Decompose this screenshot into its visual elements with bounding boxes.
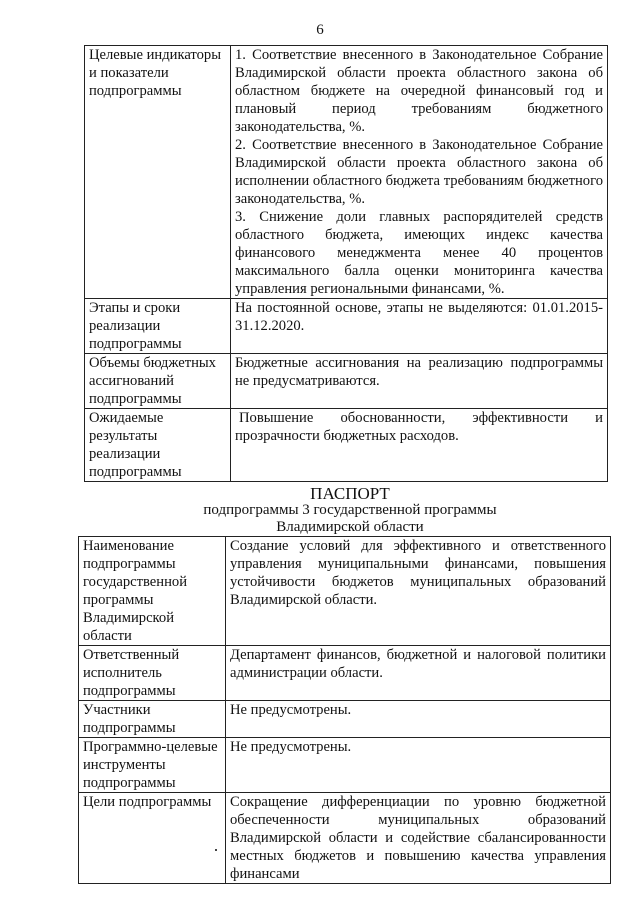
row-label-stages-and-terms: Этапы и сроки реализации подпрограммы xyxy=(85,299,231,354)
value-paragraph: Департамент финансов, бюджетной и налоговой политики администрации области. xyxy=(230,647,606,681)
row-label-responsible-executor: Ответственный исполнитель подпрограммы xyxy=(79,646,226,701)
table-row xyxy=(85,46,608,299)
row-label-participants: Участники подпрограммы xyxy=(79,701,226,738)
value-paragraph: На постоянной основе, этапы не выделяются: 01.01.2015-31.12.2020. xyxy=(235,300,603,334)
table-row xyxy=(85,354,608,409)
row-value-expected-results xyxy=(231,409,608,482)
subprogram-3-passport-table xyxy=(78,536,611,884)
value-paragraph: Бюджетные ассигнования на реализацию подпрограммы не предусматриваются. xyxy=(235,355,603,389)
row-label-subprogram-name: Наименование подпрограммы государственной программы Владимирской области xyxy=(79,537,226,646)
page-number: 6 xyxy=(316,22,324,38)
row-value-responsible-executor xyxy=(226,646,611,701)
row-value-subprogram-goals xyxy=(226,793,611,884)
row-value-budget-allocations xyxy=(231,354,608,409)
value-paragraph: Сокращение дифференциации по уровню бюджетной обеспеченности муниципальных образований Владимирской области и содействие сбалансированности местных бюджетов и повышению качества управления финансами xyxy=(230,794,606,882)
table-row xyxy=(85,299,608,354)
value-paragraph: Не предусмотрены. xyxy=(230,702,352,718)
row-value-subprogram-name xyxy=(226,537,611,646)
passport-title: ПАСПОРТ xyxy=(310,484,390,503)
value-paragraph: Повышение обоснованности, эффективности и прозрачности бюджетных расходов. xyxy=(235,410,603,444)
table-row xyxy=(79,537,611,646)
passport-subtitle-line1: подпрограммы 3 государственной программы xyxy=(203,502,497,518)
table-row xyxy=(79,738,611,793)
row-label-program-target-tools: Программно-целевые инструменты подпрограммы xyxy=(79,738,226,793)
row-value-participants xyxy=(226,701,611,738)
row-label-target-indicators: Целевые индикаторы и показатели подпрограммы xyxy=(85,46,231,299)
indicator-paragraph: 3. Снижение доли главных распорядителей средств областного бюджета, имеющих индекс качества финансового менеджмента менее 40 процентов максимального балла оценки мониторинга качества управления региональными финансами, %. xyxy=(235,209,603,297)
table-row xyxy=(79,793,611,884)
passport-subtitle-line2: Владимирской области xyxy=(276,519,424,535)
indicator-paragraph: 2. Соответствие внесенного в Законодательное Собрание Владимирской области проекта областного закона об исполнении областного бюджета требованиям бюджетного законодательства, %. xyxy=(235,137,603,207)
row-label-budget-allocations: Объемы бюджетных ассигнований подпрограммы xyxy=(85,354,231,409)
subprogram-passport-table-continued xyxy=(84,45,608,482)
value-paragraph: Не предусмотрены. xyxy=(230,739,352,755)
value-paragraph: Создание условий для эффективного и ответственного управления муниципальными финансами, повышения устойчивости бюджетов муниципальных образований Владимирской области. xyxy=(230,538,606,608)
indicator-paragraph: 1. Соответствие внесенного в Законодательное Собрание Владимирской области проекта областного закона об областном бюджете на очередной финансовый год и плановый период требованиям бюджетного законодательства, %. xyxy=(235,47,603,135)
row-value-target-indicators xyxy=(231,46,608,299)
scan-speck xyxy=(215,849,217,851)
table-row xyxy=(79,701,611,738)
table-row xyxy=(85,409,608,482)
row-value-stages-and-terms xyxy=(231,299,608,354)
row-label-expected-results: Ожидаемые результаты реализации подпрограммы xyxy=(85,409,231,482)
row-label-subprogram-goals: Цели подпрограммы xyxy=(79,793,226,884)
table-row xyxy=(79,646,611,701)
row-value-program-target-tools xyxy=(226,738,611,793)
